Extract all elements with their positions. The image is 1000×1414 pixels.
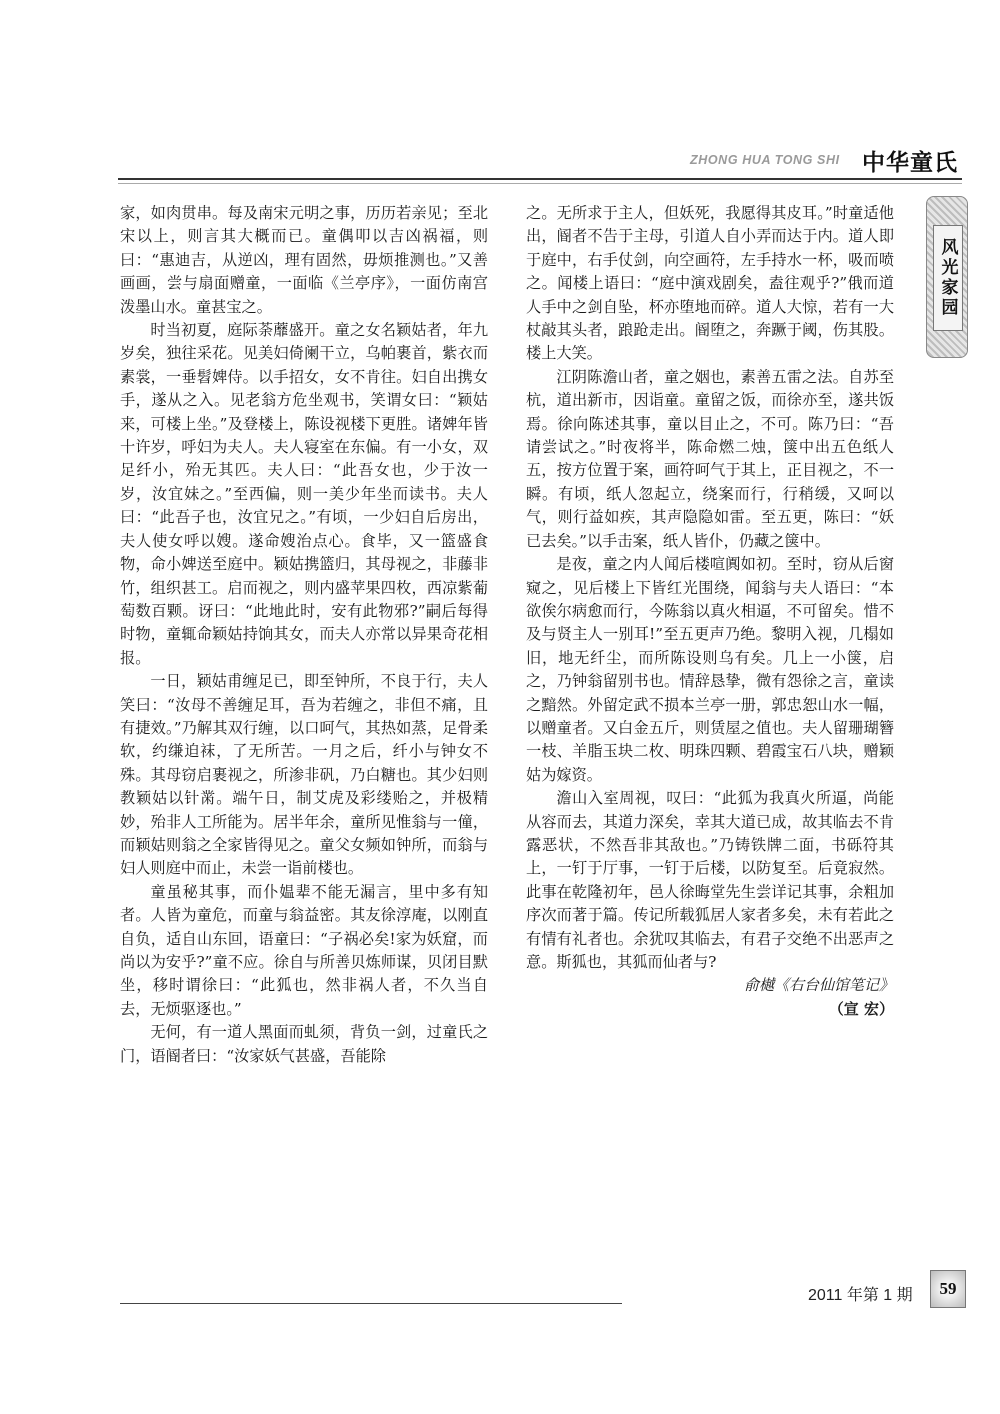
section-tab-label-box <box>933 225 963 331</box>
paragraph: 江阴陈澹山者，童之姻也，素善五雷之法。自苏至杭，道出新市，因诣童。童留之饭，而徐亦至，遂共饭焉。徐向陈述其事，童以目止之，不可。陈乃曰：“吾请尝试之。”时夜将半，陈命燃二烛，箧中出五色纸人五，按方位置于案，画符呵气于其上，正目视之，不一瞬。有顷，纸人忽起立，绕案而行，行稍缓，又呵以气，则行益如疾，其声隐隐如雷。至五更，陈曰：“妖已去矣。”以手击案，纸人皆仆，仍藏之箧中。 <box>526 367 894 550</box>
issue-label: 2011 年第 1 期 <box>808 1287 913 1304</box>
header-rule-thin <box>118 183 962 184</box>
paragraph: 一日，颖姑甫缠足已，即至钟所，不良于行，夫人笑曰：“汝母不善缠足耳，吾为若缠之，非但不痛，且有捷效。”乃解其双行缠，以口呵气，其热如蒸，足骨柔软，约缣迫袜，了无所苦。一月之后，纤小与钟女不殊。其母窃启裹视之，所渗非矾，乃白糖也。其少妇则教颖姑以针黹。端午日，制艾虎及彩缕贻之，并极精妙，殆非人工所能为。居半年余，童所见惟翁与一僮，而颖姑则翁之全家皆得见之。童父女频如钟所，而翁与妇人则庭中而止，未尝一诣前楼也。 <box>120 672 488 878</box>
magazine-title: 中华童氏 <box>862 150 958 176</box>
section-tab <box>926 196 968 358</box>
left-column <box>120 202 488 1068</box>
paragraph: 之。无所求于主人，但妖死，我愿得其皮耳。”时童适他出，阍者不告于主母，引道人自小弄而达于内。道人即于庭中，右手仗剑，向空画符，左手持水一杯，吸而喷之。闻楼上语曰：“庭中演戏剧矣，盍往观乎?”俄而道人手中之剑自坠，杯亦堕地而碎。道人大惊，若有一大杖敲其头者，踉跄走出。阍堕之，奔蹶于阈，伤其股。楼上大笑。 <box>526 204 894 363</box>
magazine-pinyin: ZHONG HUA TONG SHI <box>690 153 840 167</box>
paragraph: 是夜，童之内人闻后楼喧阗如初。至时，窃从后窗窥之，见后楼上下皆红光围绕，闻翁与夫人语曰：“本欲俟尔病愈而行，今陈翁以真火相逼，不可留矣。惜不及与贤主人一别耳!”至五更声乃绝。黎明入视，几榻如旧，地无纤尘，而所陈设则乌有矣。几上一小箧，启之，乃钟翁留别书也。情辞恳挚，微有怨徐之言，童读之黯然。外留定武不损本兰亭一册，郭忠恕山水一幅，以赠童者。又白金五斤，则赁屋之值也。夫人留珊瑚簪一枝、羊脂玉块二枚、明珠四颗、碧霞宝石八块，赠颖姑为嫁资。 <box>526 555 894 784</box>
source-citation: 俞樾《右台仙馆笔记》 <box>743 976 894 995</box>
paragraph: 无何，有一道人黑面而虬须，背负一剑，过童氏之门，语阍者曰：“汝家妖气甚盛，吾能除 <box>120 1023 488 1065</box>
paragraph: 时当初夏，庭际荼蘼盛开。童之女名颖姑者，年九岁矣，独往采花。见美妇倚阑干立，乌帕裹首，紫衣而素裳，一垂髫婢侍。以手招女，女不肯往。妇自出携女手，遂从之入。见老翁方危坐观书，笑谓女曰：“颖姑来，可楼上坐。”及登楼上，陈设视楼下更胜。诸婢年皆十许岁，呼妇为夫人。夫人寝室在东偏。有一小女，双足纤小，殆无其匹。夫人曰：“此吾女也，少于汝一岁，汝宜妹之。”至西偏，则一美少年坐而读书。夫人曰：“此吾子也，汝宜兄之。”有顷，一少妇自后房出，夫人使女呼以嫂。遂命嫂治点心。食毕，又一篮盛食物，命小婢送至庭中。颖姑携篮归，其母视之，非藤非竹，组织甚工。启而视之，则内盛苹果四枚，西凉紫葡萄数百颗。讶曰：“此地此时，安有此物邪?”嗣后每得时物，童辄命颖姑持饷其女，而夫人亦常以异果奇花相报。 <box>120 321 488 667</box>
footer-rule <box>120 1303 622 1304</box>
paragraph: 澹山入室周视，叹曰：“此狐为我真火所逼，尚能从容而去，其道力深矣，幸其大道已成，故其临去不肯露恶状，不然吾非其敌也。”乃铸铁牌二面，书砾符其上，一钉于厅事，一钉于后楼，以防复至。后竟寂然。此事在乾隆初年，邑人徐晦堂先生尝详记其事，余粗加序次而著于篇。传记所载狐居人家者多矣，未有若此之有情有礼者也。余犹叹其临去，有君子交绝不出恶声之意。斯狐也，其狐而仙者与? <box>526 789 894 971</box>
page-number: 59 <box>939 1279 957 1298</box>
section-tab-label: 风光家园 <box>937 238 958 318</box>
author-credit: （宣 宏） <box>828 999 894 1018</box>
right-column <box>526 202 894 1021</box>
page-number-badge <box>930 1270 966 1308</box>
header-rule <box>118 178 962 180</box>
paragraph: 童虽秘其事，而仆媪辈不能无漏言，里中多有知者。人皆为童危，而童与翁益密。其友徐淳庵，以刚直自负，适自山东回，语童曰：“子祸必矣!家为妖窟，而尚以为安乎?”童不应。徐自与所善贝炼师谋，贝闭目默坐，移时谓徐曰：“此狐也，然非祸人者，不久当自去，无烦驱逐也。” <box>120 882 488 1018</box>
paragraph: 家，如肉贯串。每及南宋元明之事，历历若亲见；至北宋以上，则言其大概而已。童偶叩以吉凶祸福，则曰：“惠迪吉，从逆凶，理有固然，毋烦推测也。”又善画画，尝与扇面赠童，一面临《兰亭序》，一面仿南宫泼墨山水。童甚宝之。 <box>120 204 488 316</box>
